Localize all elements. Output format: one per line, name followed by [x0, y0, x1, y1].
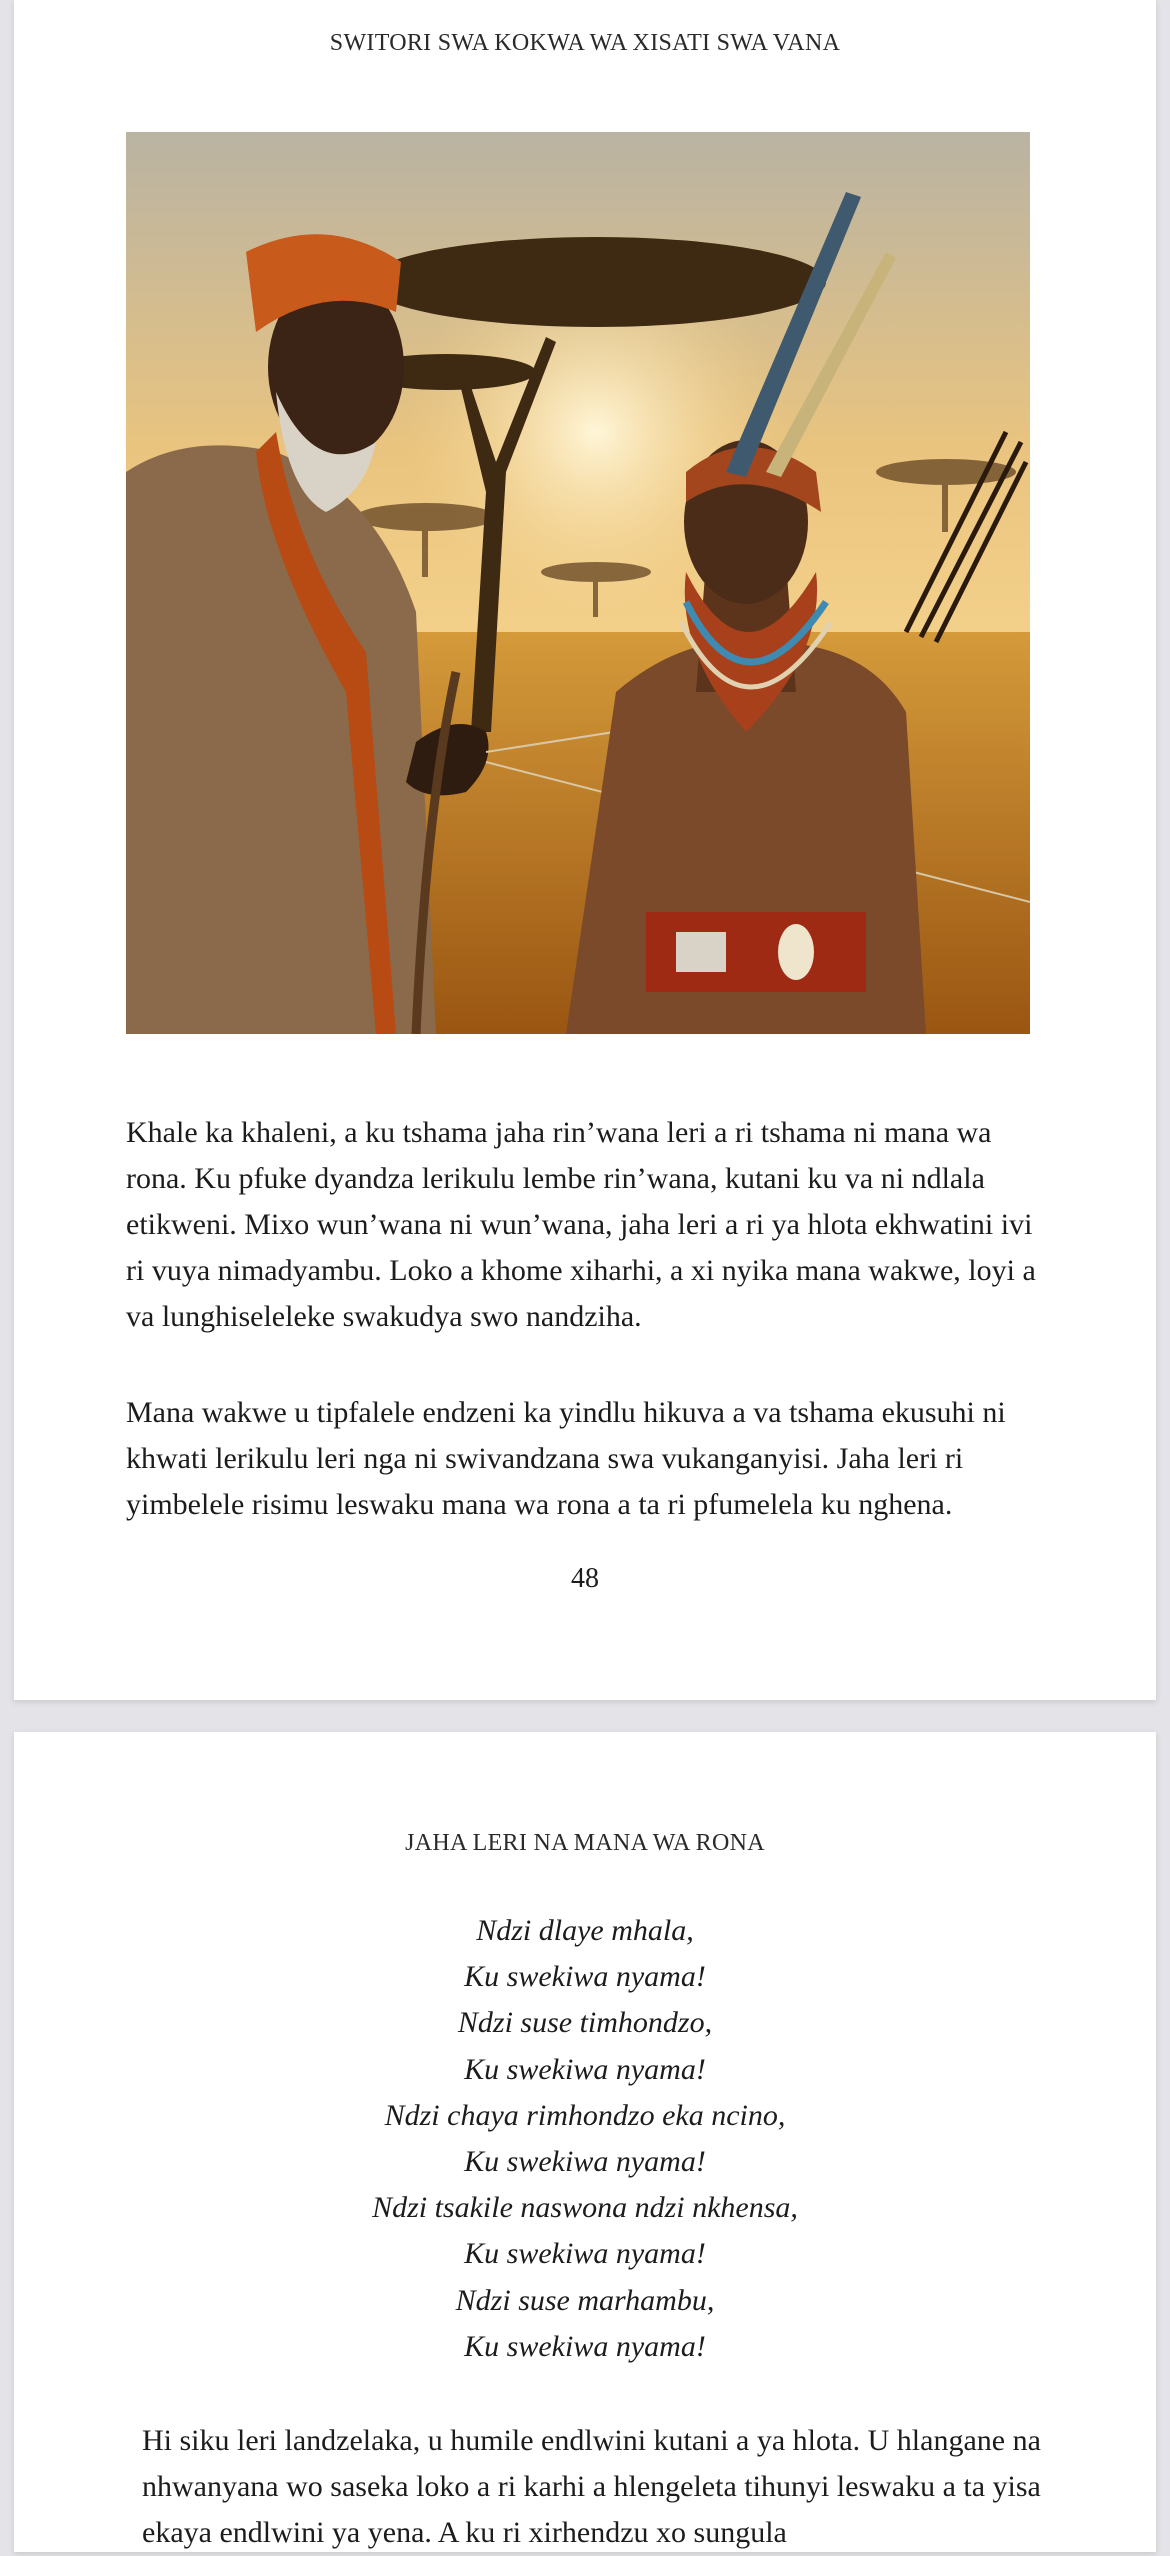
book-page-48 [14, 0, 1156, 1700]
poem-line: Ku swekiwa nyama! [464, 2144, 706, 2178]
running-head: SWITORI SWA KOKWA WA XISATI SWA VANA [329, 30, 841, 56]
poem-line: Ku swekiwa nyama! [464, 2329, 706, 2363]
savanna-illustration-icon [126, 132, 1030, 1034]
song-poem [0, 1908, 1170, 2370]
running-head: JAHA LERI NA MANA WA RONA [405, 1830, 765, 1856]
page-number: 48 [571, 1563, 599, 1594]
poem-line: Ku swekiwa nyama! [464, 1960, 706, 1994]
poem-line: Ndzi suse timhondzo, [457, 2006, 713, 2040]
poem-line: Ku swekiwa nyama! [464, 2052, 706, 2086]
story-paragraph-2: Mana wakwe u tipfalele endzeni ka yindlu hikuva a va tshama ekusuhi ni khwati lerikulu leri nga ni swivandzana swa vukanganyisi. Jaha leri ri yimbelele risimu leswaku mana wa rona a ta ri pfumelela ku nghena. [126, 1396, 1006, 1521]
story-paragraph-3: Hi siku leri landzelaka, u humile endlwini kutani a ya hlota. U hlangane na nhwanyana wo saseka loko a ri karhi a hlengeleta tihunyi leswaku a ta yisa ekaya endlwini ya yena. A ku ri xirhendzu xo sungula [142, 2424, 1041, 2549]
elder-and-boy-illustration [126, 132, 1030, 1034]
poem-line: Ndzi tsakile naswona ndzi nkhensa, [372, 2191, 798, 2225]
poem-line: Ndzi dlaye mhala, [476, 1914, 694, 1947]
story-paragraph-1: Khale ka khaleni, a ku tshama jaha rin’wana leri a ri tshama ni mana wa rona. Ku pfuke dyandza lerikulu lembe rin’wana, kutani ku va ni ndlala etikweni. Mixo wun’wana ni wun’wana, jaha leri a ri ya hlota ekhwatini ivi ri vuya nimadyambu. Loko a khome xiharhi, a xi nyika mana wakwe, loyi a va lunghiseleleke swakudya swo nandziha. [126, 1116, 1036, 1333]
poem-line: Ndzi suse marhambu, [455, 2283, 715, 2317]
poem-line: Ndzi chaya rimhondzo eka ncino, [384, 2098, 786, 2132]
poem-line: Ku swekiwa nyama! [464, 2237, 706, 2271]
